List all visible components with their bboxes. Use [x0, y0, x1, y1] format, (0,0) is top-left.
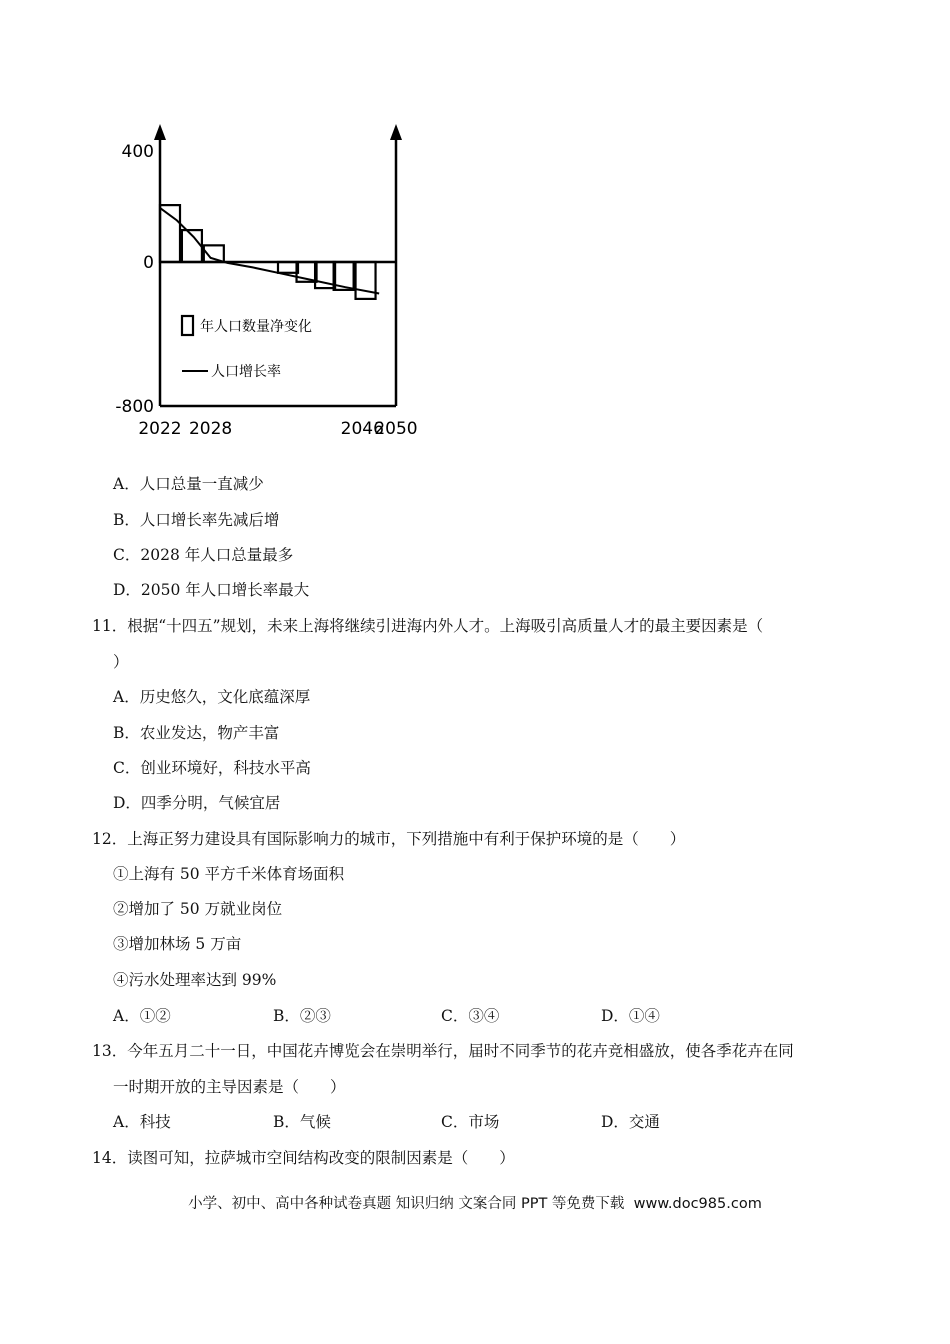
q13-option-c: C．市场 — [441, 1113, 500, 1131]
bar — [160, 205, 180, 262]
q10-option-d: D．2050 年人口增长率最大 — [113, 581, 310, 599]
y-tick-label: -800 — [115, 397, 154, 417]
footer-text: 小学、初中、高中各种试卷真题 知识归纳 文案合同 PPT 等免费下载 — [188, 1196, 625, 1212]
y-tick-label: 400 — [121, 142, 154, 162]
q13-option-b: B．气候 — [273, 1113, 331, 1131]
q12-option-b: B．②③ — [273, 1007, 331, 1025]
left-y-axis — [154, 124, 166, 406]
legend — [182, 316, 312, 380]
q12-item-4: ④污水处理率达到 99% — [113, 971, 277, 989]
q13-option-a: A．科技 — [113, 1113, 171, 1131]
footer-url[interactable]: www.doc985.com — [633, 1196, 762, 1212]
legend-bar-label: 年人口数量净变化 — [200, 319, 312, 335]
q13-option-d: D．交通 — [601, 1113, 660, 1131]
y-tick-label: 0 — [143, 253, 154, 273]
q14-stem: 14．读图可知，拉萨城市空间结构改变的限制因素是（ ） — [92, 1149, 515, 1167]
q12-item-2: ②增加了 50 万就业岗位 — [113, 900, 283, 918]
q13-stem-line1: 13．今年五月二十一日，中国花卉博览会在崇明举行，届时不同季节的花卉竞相盛放，使各季花卉在同 — [92, 1042, 794, 1060]
q12-option-a: A．①② — [113, 1007, 171, 1025]
q11-option-c: C．创业环境好，科技水平高 — [113, 759, 311, 777]
q13-stem-line2: 一时期开放的主导因素是（ ） — [113, 1078, 346, 1096]
bar — [356, 262, 376, 299]
q10-option-b: B．人口增长率先减后增 — [113, 511, 280, 529]
q12-option-c: C．③④ — [441, 1007, 500, 1025]
x-tick-label: 2022 — [138, 419, 182, 439]
population-growth-rate-line — [160, 208, 379, 294]
population-chart — [110, 118, 430, 448]
q11-option-d: D．四季分明，气候宜居 — [113, 794, 281, 812]
x-tick-label: 2050 — [374, 419, 418, 439]
q11-option-a: A．历史悠久，文化底蕴深厚 — [113, 688, 311, 706]
legend-bar-swatch — [182, 316, 193, 335]
q12-option-d: D．①④ — [601, 1007, 660, 1025]
right-axis-arrow-icon — [390, 124, 402, 140]
q10-option-c: C．2028 年人口总量最多 — [113, 546, 294, 564]
q11-stem-line1: 11．根据“十四五”规划，未来上海将继续引进海内外人才。上海吸引高质量人才的最主要因素是（ — [92, 617, 764, 635]
page-footer — [0, 1192, 950, 1213]
x-tick-label: 2028 — [188, 419, 233, 439]
q10-option-a: A．人口总量一直减少 — [113, 475, 264, 493]
q11-option-b: B．农业发达，物产丰富 — [113, 724, 280, 742]
legend-line-label: 人口增长率 — [211, 364, 281, 380]
x-tick-label: 2046 — [340, 419, 384, 439]
q12-item-3: ③增加林场 5 万亩 — [113, 935, 242, 953]
bar — [278, 262, 298, 273]
left-axis-arrow-icon — [154, 124, 166, 140]
q12-item-1: ①上海有 50 平方千米体育场面积 — [113, 865, 345, 883]
q11-stem-line2: ） — [113, 653, 129, 671]
right-y-axis — [390, 124, 402, 406]
q12-stem: 12．上海正努力建设具有国际影响力的城市，下列措施中有利于保护环境的是（ ） — [92, 830, 686, 848]
